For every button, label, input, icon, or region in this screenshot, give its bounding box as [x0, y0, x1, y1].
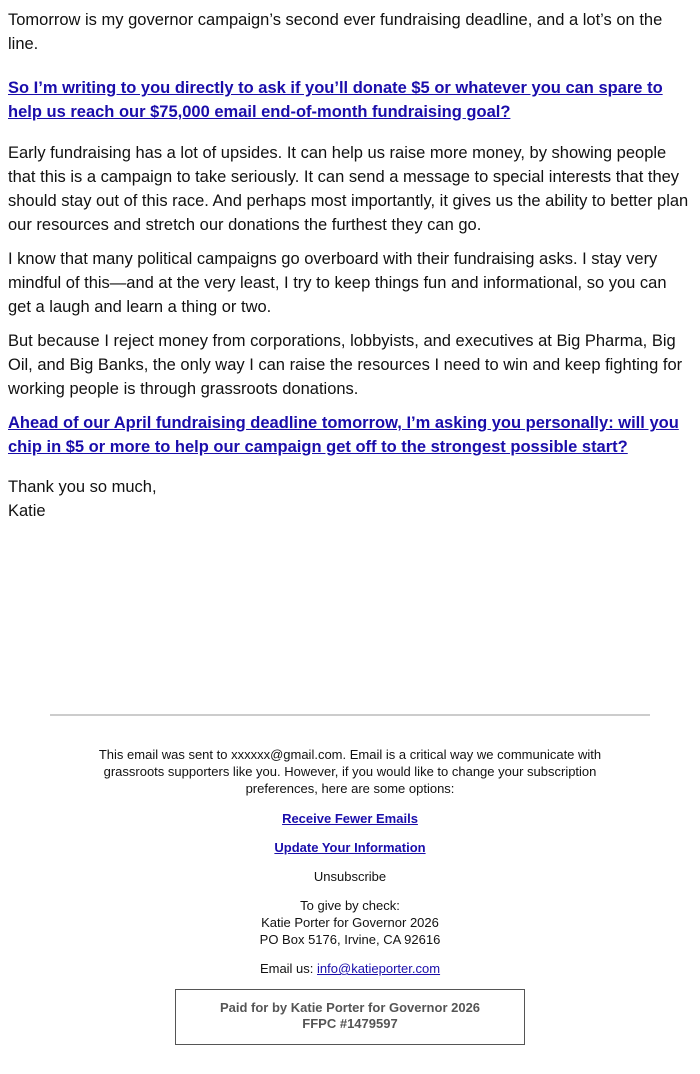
- signoff: Thank you so much,: [8, 478, 157, 496]
- check-heading: To give by check:: [300, 898, 400, 913]
- email-us-label: Email us:: [259, 961, 314, 976]
- receive-fewer-emails-link[interactable]: Receive Fewer Emails: [282, 811, 418, 826]
- email-us: [50, 960, 650, 977]
- check-address: PO Box 5176, Irvine, CA 92616: [259, 932, 441, 947]
- unsubscribe-link[interactable]: Unsubscribe: [313, 869, 387, 884]
- email-footer: [50, 714, 650, 1045]
- paragraph-reject-corporate-money: But because I reject money from corporations, lobbyists, and executives at Big Pharma, Big Oil, and Big Banks, the only way I can raise the resources I need to win and keep fighting for working people is through grassroots donations.: [8, 332, 683, 398]
- signature: Katie: [8, 502, 46, 520]
- ffpc-number: FFPC #1479597: [302, 1016, 398, 1031]
- donate-cta-link-1[interactable]: So I’m writing to you directly to ask if you’ll donate $5 or whatever you can spare to help us reach our $75,000 email end-of-month fundraising goal?: [8, 79, 663, 121]
- check-payee: Katie Porter for Governor 2026: [261, 915, 439, 930]
- paragraph-early-fundraising: Early fundraising has a lot of upsides. It can help us raise more money, by showing people that this is a campaign to take seriously. It can send a message to special interests that they should stay out of this race. And perhaps most importantly, it gives us the ability to better plan our resources and stretch our donations the furthest they can go.: [8, 144, 689, 234]
- update-information-link[interactable]: Update Your Information: [274, 840, 426, 855]
- intro-paragraph: Tomorrow is my governor campaign’s second ever fundraising deadline, and a lot’s on the line.: [8, 11, 663, 53]
- email-body: [8, 8, 690, 523]
- subscription-notice: This email was sent to xxxxxx@gmail.com. Email is a critical way we communicate with grassroots supporters like you. However, if you would like to change your subscription preferences, here are some options:: [98, 747, 602, 796]
- paid-for-text: Paid for by Katie Porter for Governor 2026: [219, 1000, 481, 1015]
- donate-cta-link-2[interactable]: Ahead of our April fundraising deadline tomorrow, I’m asking you personally: will you chip in $5 or more to help our campaign get off to the strongest possible start?: [8, 414, 679, 456]
- paragraph-fundraising-asks: I know that many political campaigns go overboard with their fundraising asks. I stay very mindful of this—and at the very least, I try to keep things fun and informational, so you can get a laugh and learn a thing or two.: [8, 250, 667, 316]
- contact-email-link[interactable]: info@katieporter.com: [317, 961, 441, 976]
- paid-for-box: [175, 989, 525, 1045]
- footer-divider: [50, 714, 650, 716]
